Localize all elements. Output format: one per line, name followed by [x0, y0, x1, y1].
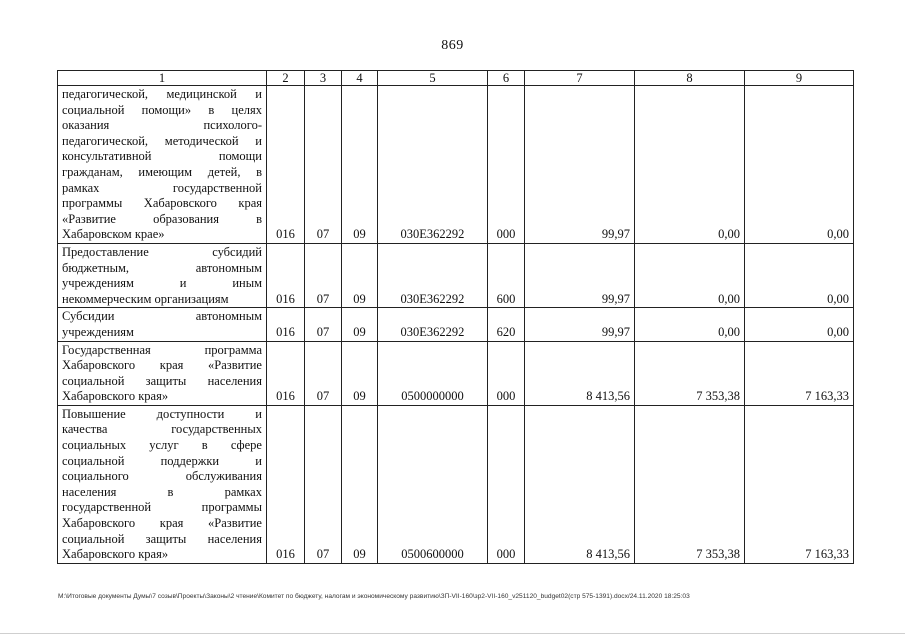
- table-row: [58, 308, 854, 341]
- table-header-row: [58, 71, 854, 86]
- description-line: Субсидии автономным: [62, 309, 262, 324]
- description-line: консультативной помощи: [62, 149, 262, 164]
- cell-c8: 0,00: [635, 86, 745, 244]
- cell-c6: 000: [488, 341, 525, 405]
- description-line: социальной помощи» в целях: [62, 102, 262, 117]
- cell-c6: 620: [488, 308, 525, 341]
- cell-c7: 8 413,56: [525, 405, 635, 563]
- row-description: [58, 405, 267, 563]
- cell-c8: 0,00: [635, 243, 745, 307]
- budget-table: [57, 70, 854, 564]
- cell-c5: 030Е362292: [378, 86, 488, 244]
- cell-c3: 07: [305, 405, 342, 563]
- header-cell-3: 3: [305, 71, 342, 86]
- document-file-path: M:\Итоговые документы Думы\7 созыв\Проекты\Законы\2 чтение\Комитет по бюджету, налогам и экономическому развитию\ЗП-VII-160\зр2-VII-160_v251120_budget02(стр 575-1391).docx/24.11.2020 18:25:03: [58, 593, 690, 600]
- description-line: «Развитие образования в: [62, 211, 262, 226]
- description-line: государственной программы: [62, 500, 262, 515]
- table-row: [58, 243, 854, 307]
- cell-c3: 07: [305, 86, 342, 244]
- cell-c4: 09: [342, 405, 378, 563]
- header-cell-4: 4: [342, 71, 378, 86]
- description-line: учреждениям: [62, 324, 134, 339]
- description-line: Хабаровском крае»: [62, 227, 165, 242]
- cell-c8: 7 353,38: [635, 341, 745, 405]
- page-bottom-divider: [0, 633, 905, 634]
- description-line: социальной поддержки и: [62, 453, 262, 468]
- description-line: педагогической, методической и: [62, 133, 262, 148]
- description-line: качества государственных: [62, 422, 262, 437]
- description-line: Хабаровского края»: [62, 547, 169, 562]
- table-row: [58, 341, 854, 405]
- description-line: гражданам, имеющим детей, в: [62, 164, 262, 179]
- cell-c9: 7 163,33: [745, 405, 854, 563]
- description-line: учреждениям и иным: [62, 276, 262, 291]
- cell-c4: 09: [342, 86, 378, 244]
- description-line: Повышение доступности и: [62, 406, 262, 421]
- cell-c6: 600: [488, 243, 525, 307]
- cell-c3: 07: [305, 308, 342, 341]
- cell-c6: 000: [488, 405, 525, 563]
- cell-c2: 016: [267, 86, 305, 244]
- header-cell-7: 7: [525, 71, 635, 86]
- cell-c3: 07: [305, 243, 342, 307]
- description-line: Хабаровского края «Развитие: [62, 516, 262, 531]
- header-cell-1: 1: [58, 71, 267, 86]
- cell-c3: 07: [305, 341, 342, 405]
- cell-c2: 016: [267, 243, 305, 307]
- page-number: 869: [441, 38, 464, 53]
- cell-c4: 09: [342, 243, 378, 307]
- description-line: Государственная программа: [62, 342, 262, 357]
- description-line: населения в рамках: [62, 484, 262, 499]
- description-line: оказания психолого-: [62, 118, 262, 133]
- cell-c7: 99,97: [525, 308, 635, 341]
- description-line: бюджетным, автономным: [62, 260, 262, 275]
- description-line: программы Хабаровского края: [62, 196, 262, 211]
- cell-c9: 0,00: [745, 308, 854, 341]
- description-line: социального обслуживания: [62, 469, 262, 484]
- header-cell-2: 2: [267, 71, 305, 86]
- header-cell-6: 6: [488, 71, 525, 86]
- header-cell-8: 8: [635, 71, 745, 86]
- row-description: [58, 86, 267, 244]
- cell-c8: 7 353,38: [635, 405, 745, 563]
- row-description: [58, 243, 267, 307]
- table-row: [58, 86, 854, 244]
- description-line: Хабаровского края «Развитие: [62, 358, 262, 373]
- cell-c5: 030Е362292: [378, 308, 488, 341]
- cell-c7: 99,97: [525, 243, 635, 307]
- description-line: Хабаровского края»: [62, 389, 169, 404]
- cell-c2: 016: [267, 341, 305, 405]
- row-description: [58, 308, 267, 341]
- description-line: рамках государственной: [62, 180, 262, 195]
- cell-c7: 8 413,56: [525, 341, 635, 405]
- cell-c9: 0,00: [745, 243, 854, 307]
- cell-c4: 09: [342, 341, 378, 405]
- cell-c5: 0500600000: [378, 405, 488, 563]
- header-cell-9: 9: [745, 71, 854, 86]
- cell-c5: 030Е362292: [378, 243, 488, 307]
- cell-c6: 000: [488, 86, 525, 244]
- cell-c9: 0,00: [745, 86, 854, 244]
- cell-c2: 016: [267, 405, 305, 563]
- cell-c2: 016: [267, 308, 305, 341]
- description-line: социальной защиты населения: [62, 531, 262, 546]
- cell-c7: 99,97: [525, 86, 635, 244]
- cell-c9: 7 163,33: [745, 341, 854, 405]
- description-line: педагогической, медицинской и: [62, 87, 262, 101]
- description-line: социальной защиты населения: [62, 373, 262, 388]
- row-description: [58, 341, 267, 405]
- cell-c4: 09: [342, 308, 378, 341]
- description-line: некоммерческим организациям: [62, 291, 229, 306]
- table-row: [58, 405, 854, 563]
- cell-c8: 0,00: [635, 308, 745, 341]
- description-line: социальных услуг в сфере: [62, 438, 262, 453]
- description-line: Предоставление субсидий: [62, 244, 262, 259]
- cell-c5: 0500000000: [378, 341, 488, 405]
- header-cell-5: 5: [378, 71, 488, 86]
